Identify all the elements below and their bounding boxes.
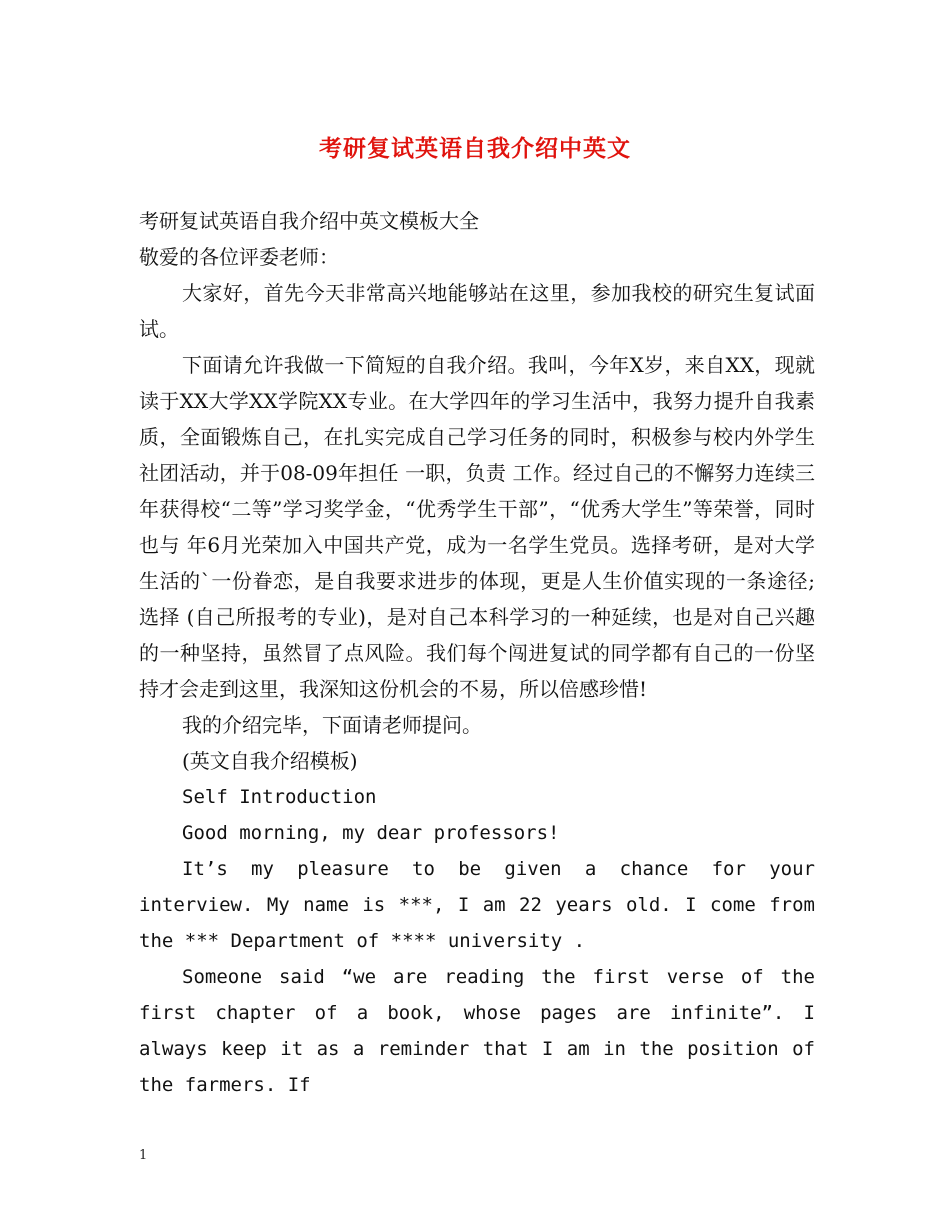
english-title: Self Introduction xyxy=(182,786,377,808)
english-template-heading: (英文自我介绍模板) xyxy=(182,749,358,773)
page-number: 1 xyxy=(139,1148,148,1163)
subtitle-paragraph: 考研复试英语自我介绍中英文模板大全 xyxy=(139,209,479,233)
english-greeting: Good morning, my dear professors! xyxy=(182,822,560,844)
closing-paragraph: 我的介绍完毕，下面请老师提问。 xyxy=(182,713,482,737)
document-body xyxy=(139,203,815,1103)
greeting-paragraph: 大家好，首先今天非常高兴地能够站在这里，参加我校的研究生复试面试。 xyxy=(139,281,815,341)
english-paragraph-2: Someone said “we are reading the first verse of the first chapter of a book, whose pages are infinite”. I always keep it as a reminder that I am in the position of the farmers. If xyxy=(139,966,815,1096)
introduction-paragraph: 下面请允许我做一下简短的自我介绍。我叫，今年X岁，来自XX，现就读于XX大学XX学院XX专业。在大学四年的学习生活中，我努力提升自我素质，全面锻炼自己，在扎实完成自己学习任务的同时，积极参与校内外学生社团活动，并于08-09年担任 一职，负责 工作。经过自己的不懈努力连续三年获得校“二等”学习奖学金，“优秀学生干部”，“优秀大学生”等荣誉，同时也与 年6月光荣加入中国共产党，成为一名学生党员。选择考研，是对大学生活的`一份眷恋，是自我要求进步的体现，更是人生价值实现的一条途径;选择 (自己所报考的专业)，是对自己本科学习的一种延续，也是对自己兴趣的一种坚持，虽然冒了点风险。我们每个闯进复试的同学都有自己的一份坚持才会走到这里，我深知这份机会的不易，所以倍感珍惜! xyxy=(139,353,815,701)
document-title: 考研复试英语自我介绍中英文 xyxy=(319,135,631,162)
salutation-paragraph: 敬爱的各位评委老师： xyxy=(139,245,339,269)
english-paragraph-1: It’s my pleasure to be given a chance for your interview. My name is ***, I am 22 years old. I come from the *** Department of **** university . xyxy=(139,858,815,952)
